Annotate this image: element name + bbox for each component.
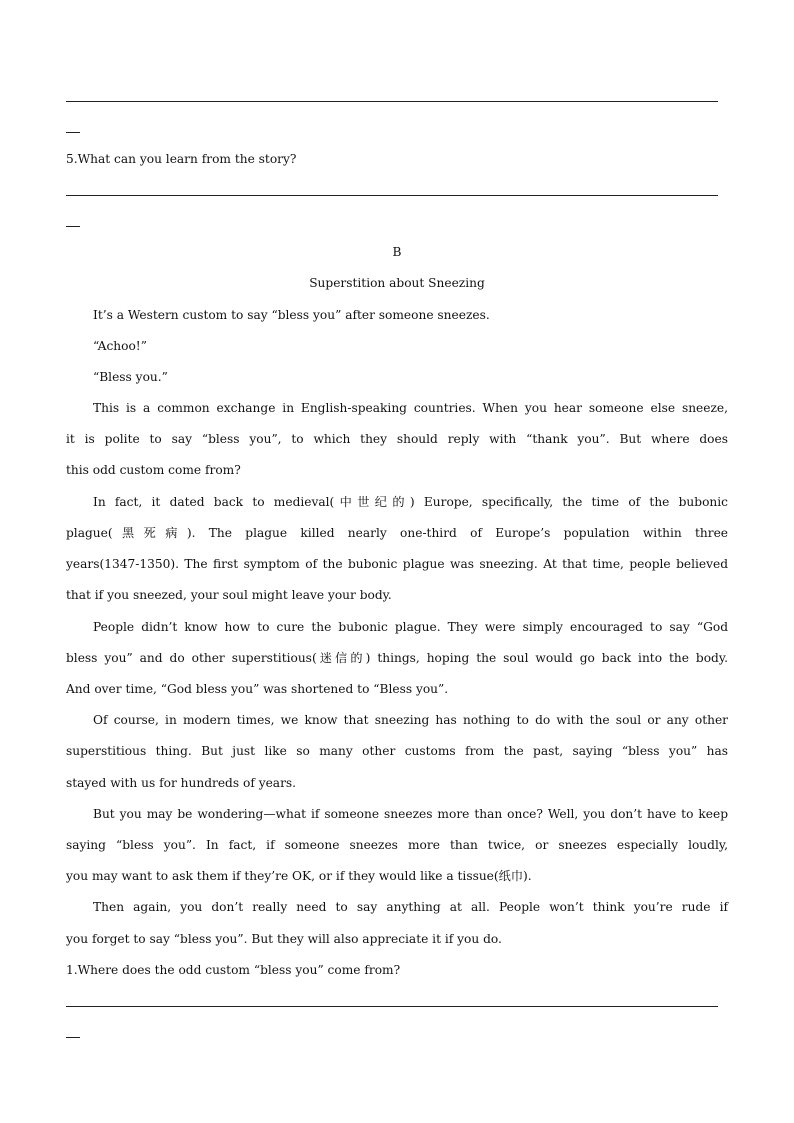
- passage-title: Superstition about Sneezing: [309, 276, 485, 290]
- paragraph-line: years(1347-1350). The first symptom of the bubonic plague was sneezing. At that time, people believed: [66, 557, 728, 571]
- paragraph-line: People didn’t know how to cure the bubonic plague. They were simply encouraged to say “God: [93, 620, 728, 634]
- paragraph-line: “Bless you.”: [93, 370, 168, 384]
- paragraph-line: stayed with us for hundreds of years.: [66, 776, 297, 790]
- question-1: 1.Where does the odd custom “bless you” come from?: [66, 963, 401, 977]
- paragraph-line: you forget to say “bless you”. But they will also appreciate it if you do.: [66, 932, 502, 946]
- paragraph-line: And over time, “God bless you” was shortened to “Bless you”.: [66, 682, 449, 696]
- paragraph-line: Of course, in modern times, we know that sneezing has nothing to do with the soul or any other: [93, 713, 728, 727]
- paragraph-line: This is a common exchange in English-speaking countries. When you hear someone else sneeze,: [93, 401, 728, 415]
- paragraph-line: It’s a Western custom to say “bless you” after someone sneezes.: [93, 308, 490, 322]
- paragraph-line: that if you sneezed, your soul might leave your body.: [66, 588, 392, 602]
- section-label: B: [392, 245, 402, 259]
- paragraph-line: saying “bless you”. In fact, if someone sneezes more than twice, or sneezes especially loudly,: [66, 838, 728, 852]
- answer-line-end: [66, 1037, 80, 1038]
- paragraph-line: But you may be wondering—what if someone sneezes more than once? Well, you don’t have to keep: [93, 807, 728, 821]
- paragraph-line: plague(黑死病). The plague killed nearly one-third of Europe’s population within three: [66, 526, 728, 540]
- answer-line-end: [66, 226, 80, 227]
- paragraph-line: “Achoo!”: [93, 339, 147, 353]
- paragraph-line: bless you” and do other superstitious(迷信的) things, hoping the soul would go back into the body.: [66, 651, 728, 665]
- paragraph-line: this odd custom come from?: [66, 463, 241, 477]
- paragraph-line: Then again, you don’t really need to say anything at all. People won’t think you’re rude if: [93, 900, 728, 914]
- answer-line-end: [66, 132, 80, 133]
- paragraph-line: superstitious thing. But just like so many other customs from the past, saying “bless you” has: [66, 744, 728, 758]
- paragraph-line: you may want to ask them if they’re OK, or if they would like a tissue(纸巾).: [66, 869, 532, 883]
- answer-line[interactable]: [66, 195, 718, 196]
- answer-line[interactable]: [66, 101, 718, 102]
- question-5: 5.What can you learn from the story?: [66, 152, 297, 166]
- paragraph-line: it is polite to say “bless you”, to which they should reply with “thank you”. But where does: [66, 432, 728, 446]
- paragraph-line: In fact, it dated back to medieval(中世纪的) Europe, specifically, the time of the bubonic: [93, 495, 728, 509]
- answer-line[interactable]: [66, 1006, 718, 1007]
